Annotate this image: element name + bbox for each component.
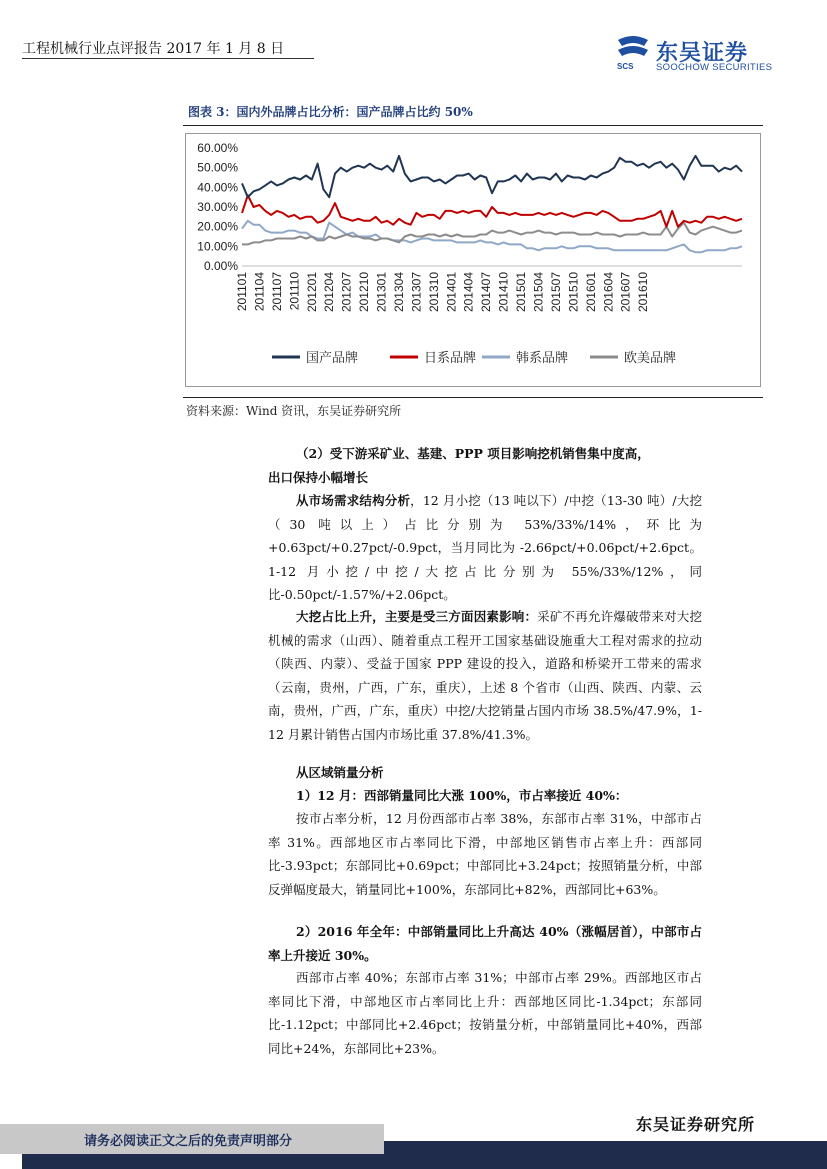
- december-heading-text: 1）12 月：西部销量同比大涨 100%，市占率接近 40%：: [296, 788, 628, 803]
- x-tick-label: 201101: [235, 272, 249, 312]
- figure-bottom-rule: [183, 397, 763, 398]
- footer-disclaimer-band: [0, 1124, 384, 1154]
- x-tick-label: 201407: [479, 272, 494, 313]
- y-tick-label: 20.00%: [197, 219, 238, 234]
- x-tick-label: 201201: [304, 272, 319, 313]
- brand-share-line-chart: [186, 134, 760, 386]
- figure-source-note: 资料来源：Wind 资讯，东吴证券研究所: [186, 404, 402, 418]
- logo-chinese-name: 东吴证券: [656, 41, 749, 66]
- x-tick-label: 201210: [357, 272, 372, 313]
- footer-disclaimer-text: 请务必阅读正文之后的免责声明部分: [84, 1134, 293, 1149]
- paragraph-demand-structure-text: ，12 月小挖（13 吨以下）/中挖（13-30 吨）/大挖（30 吨以上）占比分别为 53%/33%/14%，环比为 +0.63pct/+0.27pct/-0.9pct，当月同比为 -2.66pct/+0.06pct/+2.6pct。1-12 月小挖/中挖/大挖占比分别为 55%/33%/12%，同比-0.50pct/-1.57%/+2.06pct。: [268, 493, 702, 602]
- y-tick-label: 40.00%: [197, 180, 238, 195]
- company-logo: [614, 34, 784, 74]
- x-tick-label: 201204: [322, 272, 337, 313]
- paragraph-region-heading: [268, 761, 702, 785]
- legend-label: 欧美品牌: [624, 350, 677, 365]
- legend-label: 韩系品牌: [516, 350, 569, 365]
- paragraph-large-excavator: [268, 605, 702, 746]
- x-tick-label: 201501: [514, 272, 529, 313]
- x-tick-label: 201404: [461, 272, 476, 313]
- x-tick-label: 201110: [287, 272, 302, 311]
- x-tick-label: 201607: [618, 272, 633, 313]
- x-tick-label: 201401: [444, 272, 459, 313]
- series-line-2: [242, 195, 742, 227]
- paragraph-december-heading: [268, 784, 702, 808]
- legend-label: 国产品牌: [306, 350, 359, 365]
- x-tick-label: 201504: [531, 272, 546, 313]
- region-heading-text: 从区域销量分析: [296, 765, 384, 780]
- paragraph-fullyear-heading: [268, 920, 702, 967]
- figure-title: 图表 3：国内外品牌占比分析：国产品牌占比约 50%: [188, 105, 473, 119]
- series-line-1: [242, 156, 742, 197]
- section-heading: [268, 442, 702, 489]
- y-tick-label: 10.00%: [197, 239, 238, 254]
- x-tick-label: 201104: [252, 272, 267, 312]
- fullyear-heading-text: 2）2016 年全年：中部销量同比上升高达 40%（涨幅居首），中部市占率上升接近 30%。: [268, 924, 702, 963]
- x-tick-label: 201510: [566, 272, 581, 313]
- section-heading-line2: 出口保持小幅增长: [268, 469, 369, 485]
- scs-logo-icon: [614, 34, 652, 62]
- footer-institute-name: 东吴证券研究所: [636, 1115, 756, 1134]
- y-tick-label: 50.00%: [197, 160, 238, 175]
- y-tick-label: 30.00%: [197, 200, 238, 214]
- x-tick-label: 201107: [269, 272, 284, 312]
- x-tick-label: 201410: [496, 272, 511, 313]
- header-underline: [22, 58, 314, 59]
- logo-english-name: SOOCHOW SECURITIES: [656, 62, 773, 73]
- chart-container: [185, 133, 761, 387]
- logo-abbreviation: SCS: [617, 62, 634, 71]
- paragraph-large-excavator-lead: 大挖占比上升，主要是受三方面因素影响：: [296, 609, 538, 624]
- x-tick-label: 201601: [583, 272, 598, 313]
- paragraph-demand-structure: [268, 489, 702, 607]
- paragraph-demand-structure-lead: 从市场需求结构分析: [296, 493, 411, 508]
- x-tick-label: 201307: [409, 272, 424, 313]
- paragraph-large-excavator-text: 采矿不再允许爆破带来对大挖机械的需求（山西）、随着重点工程开工国家基础设施重大工程对需求的拉动（陕西、内蒙）、受益于国家 PPP 建设的投入，道路和桥梁开工带来的需求（云南，贵州，广西，广东，重庆），上述 8 个省市（山西、陕西、内蒙、云南，贵州，广西，广东，重庆）中挖/大挖销量占国内市场 38.5%/47.9%，1-12 月累计销售占国内市场比重 37.8%/41.3%。: [268, 609, 702, 742]
- x-tick-label: 201207: [339, 272, 354, 313]
- figure-top-rule: [183, 125, 763, 126]
- y-tick-label: 0.00%: [203, 259, 238, 273]
- section-heading-line1: （2）受下游采矿业、基建、PPP 项目影响挖机销售集中度高，: [296, 446, 650, 461]
- x-tick-label: 201310: [426, 272, 441, 313]
- y-tick-label: 60.00%: [197, 141, 238, 155]
- x-tick-label: 201610: [636, 272, 651, 313]
- paragraph-december-analysis: 按市占率分析，12 月份西部市占率 38%，东部市占率 31%，中部市占率 31%。西部地区市占率同比下滑，中部地区销售市占率上升：西部同比-3.93pct；东部同比+0.69pct；中部同比+3.24pct；按照销量分析，中部反弹幅度最大，销量同比+100%，东部同比+82%，西部同比+63%。: [268, 811, 702, 897]
- x-tick-label: 201301: [374, 272, 389, 313]
- paragraph-fullyear-analysis: 西部市占率 40%；东部市占率 31%；中部市占率 29%。西部地区市占率同比下滑，中部地区市占率同比上升：西部地区同比-1.34pct；东部同比-1.12pct；中部同比+2.46pct；按销量分析，中部销量同比+40%，西部同比+24%，东部同比+23%。: [268, 970, 702, 1056]
- x-tick-label: 201304: [391, 272, 406, 313]
- x-tick-label: 201604: [601, 272, 616, 313]
- x-tick-label: 201507: [548, 272, 563, 313]
- legend-label: 日系品牌: [424, 350, 477, 365]
- report-header-title: 工程机械行业点评报告 2017 年 1 月 8 日: [22, 41, 285, 57]
